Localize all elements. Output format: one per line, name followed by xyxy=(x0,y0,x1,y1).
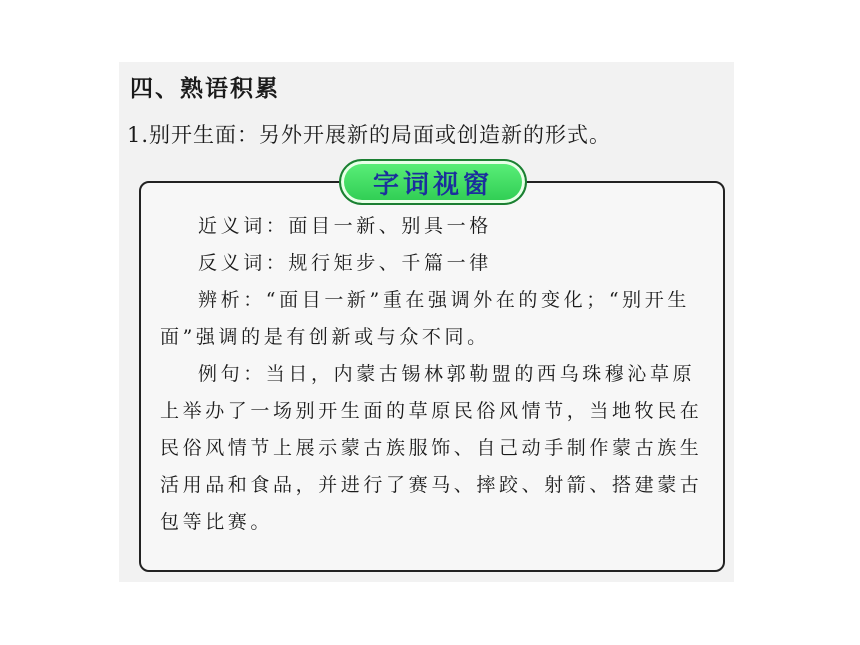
vocabulary-box-content xyxy=(160,208,708,541)
idiom-definition: 1.别开生面：另外开展新的局面或创造新的形式。 xyxy=(127,123,612,147)
example-paragraph: 例句：当日，内蒙古锡林郭勒盟的西乌珠穆沁草原上举办了一场别开生面的草原民俗风情节，当地牧民在民俗风情节上展示蒙古族服饰、自己动手制作蒙古族生活用品和食品，并进行了赛马、摔跤、射箭、搭建蒙古包等比赛。 xyxy=(160,363,703,533)
synonyms-line: 近义词：面目一新、别具一格 xyxy=(198,215,492,237)
analysis-paragraph: 辨析：“面目一新”重在强调外在的变化；“别开生面”强调的是有创新或与众不同。 xyxy=(160,289,690,348)
badge-label: 字词视窗 xyxy=(372,169,493,200)
vocabulary-window-badge xyxy=(339,159,527,205)
section-title: 四、熟语积累 xyxy=(130,76,280,102)
antonyms-line: 反义词：规行矩步、千篇一律 xyxy=(198,252,492,274)
